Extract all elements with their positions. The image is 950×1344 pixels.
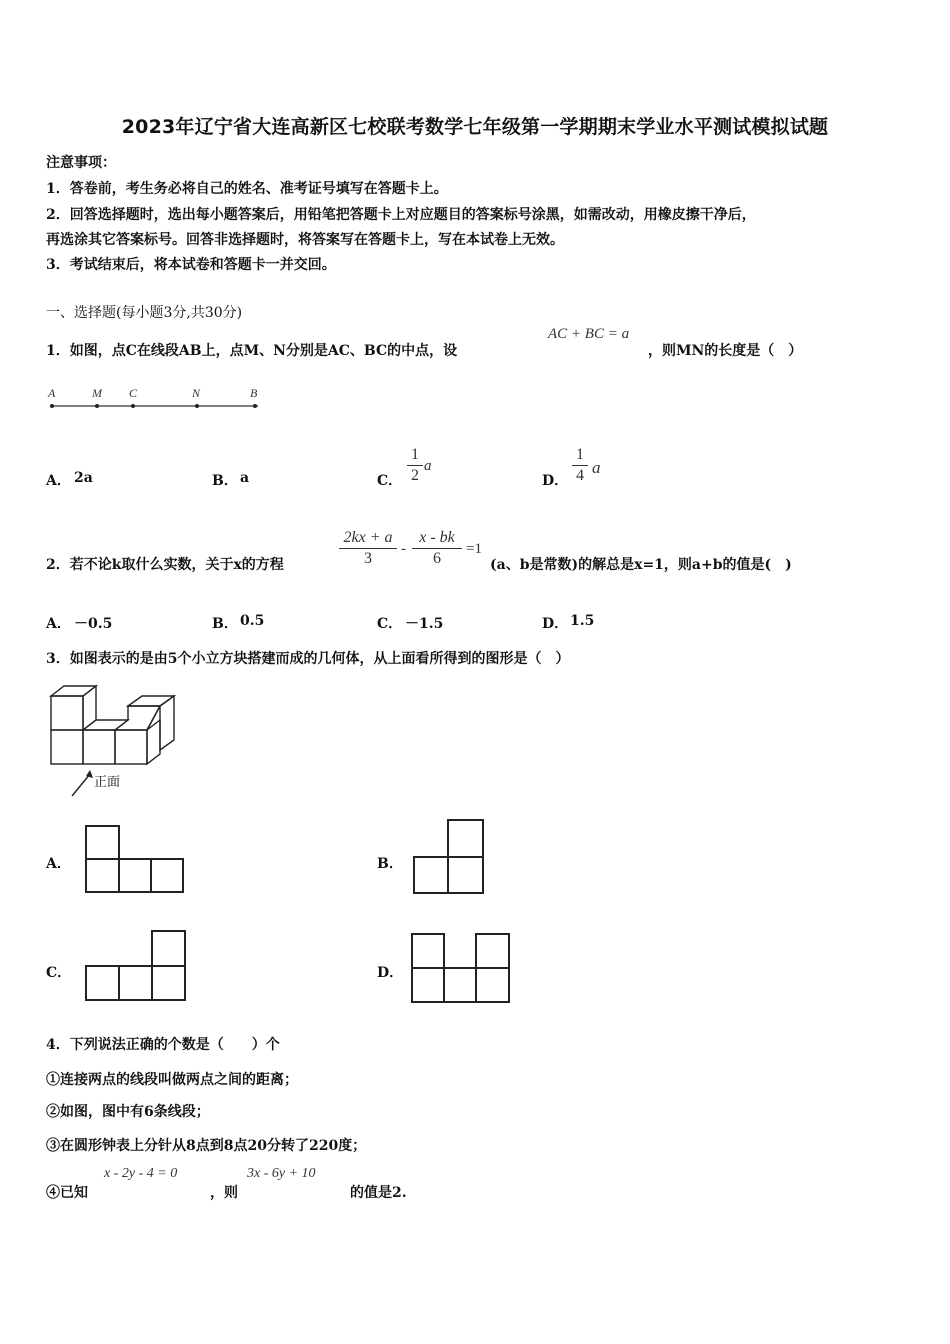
q2-stem-post: (a、b是常数)的解总是x=1，则a+b的值是( ) [490,557,792,573]
q2-option-a-text: －0.5 [74,616,113,632]
notice-item: 再选涂其它答案标号。回答非选择题时，将答案写在答题卡上，写在本试卷上无效。 [46,232,564,248]
square-cell [119,859,151,892]
square-cell [412,934,444,968]
q1-option-d-var: a [592,458,601,477]
square-cell [86,966,119,1000]
square-cell [152,966,185,1000]
point-m-dot [95,404,99,408]
point-m-label: M [92,386,102,400]
q3-option-b-figure [412,818,486,896]
q2-fraction-1 [339,529,397,568]
q4-equation-1: x - 2y - 4 = 0 [104,1166,178,1181]
q2-option-a-label[interactable]: A． [46,616,71,632]
front-label: 正面 [94,775,121,790]
cube-front-face [51,696,83,730]
q3-option-c-figure [84,929,188,1003]
fraction-numerator: 1 [576,446,584,463]
square-cell [476,968,509,1002]
front-arrow [72,774,90,796]
cube-front-face [115,730,147,764]
q4-statement-3: ③在圆形钟表上分针从8点到8点20分转了220度； [46,1138,367,1154]
q4-statement-4-post: 的值是2. [350,1185,407,1201]
q1-option-d-label[interactable]: D． [542,473,569,489]
fraction-bar [407,465,423,466]
q1-option-b-label[interactable]: B． [212,473,238,489]
fraction-denominator: 3 [364,550,372,567]
q2-option-c-text: －1.5 [405,616,444,632]
cube-front-face [51,730,83,764]
square-cell [476,934,509,968]
point-a-dot [50,404,54,408]
q4-equation-2: 3x - 6y + 10 [247,1166,316,1181]
q1-option-d-fraction [572,446,588,485]
fraction-denominator: 6 [433,550,441,567]
q1-option-a-text: 2a [74,470,93,486]
section-heading: 一、选择题(每小题3分,共30分) [46,305,243,321]
q4-statement-4-mid: ，则 [210,1185,238,1201]
q1-option-c-var: a [424,458,432,474]
q3-option-d-label[interactable]: D． [377,965,404,981]
q2-option-b-text: 0.5 [240,613,265,629]
q2-equals: =1 [466,541,482,557]
q1-formula: AC + BC = a [548,326,630,342]
q1-option-c-label[interactable]: C． [377,473,403,489]
q4-statement-1: ①连接两点的线段叫做两点之间的距离； [46,1072,298,1088]
fraction-bar [339,548,397,549]
square-cell [86,826,119,859]
fraction-numerator: 1 [411,446,419,463]
square-cell [86,859,119,892]
square-cell [412,968,444,1002]
point-n-label: N [192,386,201,400]
square-cell [414,857,448,893]
point-n-dot [195,404,199,408]
q4-statement-2: ②如图，图中有6条线段； [46,1104,210,1120]
fraction-numerator: 2kx + a [343,529,393,546]
fraction-denominator: 2 [411,467,419,484]
q2-option-c-label[interactable]: C． [377,616,403,632]
square-cell [152,931,185,966]
q2-fraction-2 [412,529,462,568]
square-cell [444,968,476,1002]
page-title: 2023年辽宁省大连高新区七校联考数学七年级第一学期期末学业水平测试模拟试题 [121,116,829,138]
q4-statement-4: ④已知 [46,1185,88,1201]
square-cell [119,966,152,1000]
cube-front-face [83,730,115,764]
point-c-dot [131,404,135,408]
q1-option-a-label[interactable]: A． [46,473,71,489]
fraction-bar [572,465,588,466]
point-b-label: B [250,386,258,400]
notice-item: 3．考试结束后，将本试卷和答题卡一并交回。 [46,257,336,273]
q1-stem-post: ，则MN的长度是（ ） [648,343,803,359]
notice-item: 2．回答选择题时，选出每小题答案后，用铅笔把答题卡上对应题目的答案标号涂黑，如需改动，用橡皮擦干净后， [46,207,756,223]
q3-stem: 3．如图表示的是由5个小立方块搭建而成的几何体，从上面看所得到的图形是（ ） [46,651,570,667]
square-cell [151,859,183,892]
q4-stem: 4．下列说法正确的个数是（ ）个 [46,1037,280,1053]
fraction-denominator: 4 [576,467,584,484]
q3-option-b-label[interactable]: B． [377,856,403,872]
q1-option-b-text: a [240,470,250,486]
cube-side-face [83,686,96,730]
q3-option-c-label[interactable]: C． [46,965,72,981]
q2-stem: 2．若不论k取什么实数，关于x的方程 [46,557,284,573]
square-cell [448,820,483,857]
point-a-label: A [48,386,56,400]
point-c-label: C [129,386,138,400]
q3-option-a-label[interactable]: A． [46,856,71,872]
segment-figure [40,383,270,413]
q2-option-d-text: 1.5 [570,613,595,629]
square-cell [448,857,483,893]
cube-edge [147,706,160,730]
q2-option-b-label[interactable]: B． [212,616,238,632]
q2-minus: - [401,541,406,557]
q1-stem: 1．如图，点C在线段AB上，点M、N分别是AC、BC的中点，设 [46,343,458,359]
q1-option-c-fraction [407,446,423,485]
cube-side-face [160,696,174,750]
fraction-bar [412,548,462,549]
q3-option-a-figure [84,824,186,896]
point-b-dot [253,404,257,408]
q3-option-d-figure [410,932,512,1006]
notice-item: 1．答卷前，考生务必将自己的姓名、准考证号填写在答题卡上。 [46,181,448,197]
fraction-numerator: x - bk [419,529,455,546]
notice-heading: 注意事项： [46,155,116,171]
q2-option-d-label[interactable]: D． [542,616,569,632]
